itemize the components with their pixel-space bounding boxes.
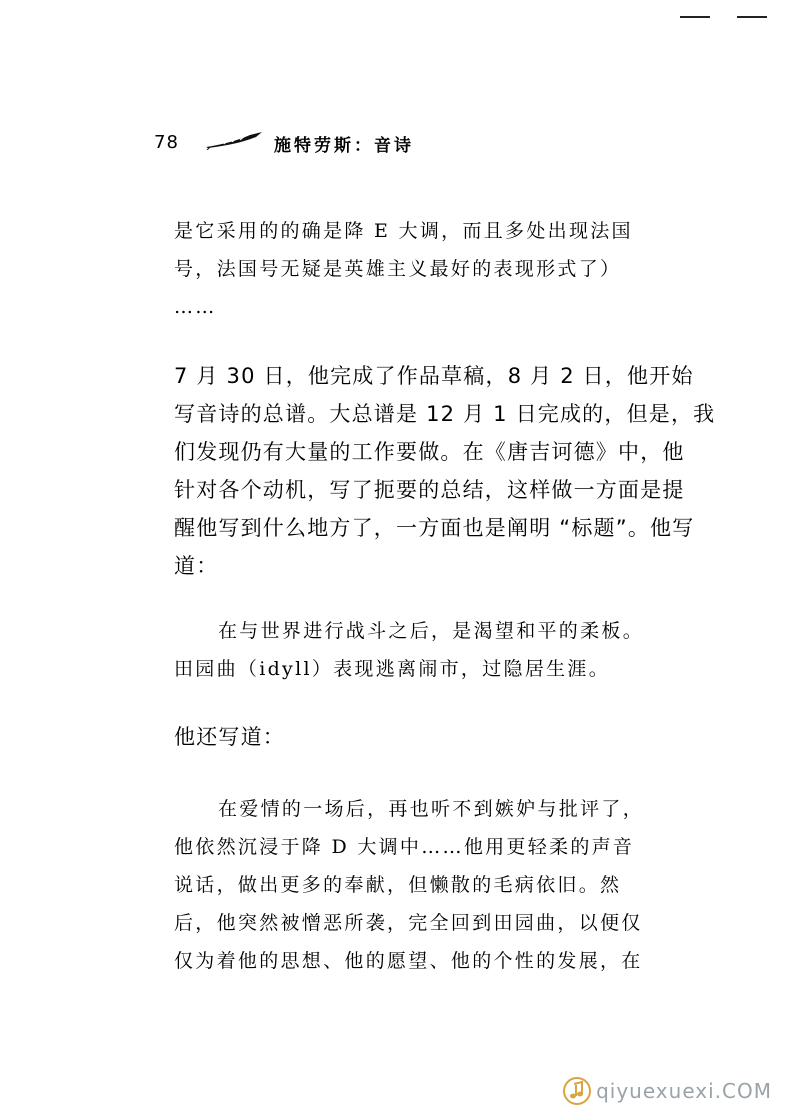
- site-watermark: [562, 1076, 772, 1106]
- quill-icon: [204, 130, 264, 150]
- text-line: 写音诗的总谱。大总谱是 12 月 1 日完成的，但是，我: [174, 402, 716, 426]
- page-header: [154, 128, 574, 158]
- body-paragraph: [174, 357, 715, 585]
- corner-rule: [737, 16, 767, 18]
- music-note-icon: [562, 1076, 592, 1106]
- text-line: 他还写道：: [174, 725, 285, 749]
- text-line: 在与世界进行战斗之后，是渴望和平的柔板。: [218, 620, 645, 642]
- text-line: 针对各个动机，写了扼要的总结，这样做一方面是提: [174, 478, 685, 502]
- corner-rule: [680, 16, 710, 18]
- text-line: 道：: [174, 554, 219, 578]
- text-line: 醒他写到什么地方了，一方面也是阐明 “标题”。他写: [174, 516, 695, 540]
- quote-block: [174, 790, 645, 980]
- text-line: 在爱情的一场后，再也听不到嫉妒与批评了，: [218, 798, 645, 820]
- text-line: ……: [174, 296, 217, 318]
- text-line: 仅为着他的思想、他的愿望、他的个性的发展，在: [174, 950, 643, 972]
- text-line: 是它采用的的确是降 E 大调，而且多处出现法国: [174, 220, 633, 242]
- text-line: 后，他突然被憎恶所袭，完全回到田园曲，以便仅: [174, 912, 643, 934]
- body-paragraph: [174, 718, 285, 756]
- running-title: 施特劳斯：音诗: [274, 136, 414, 156]
- text-line: 他依然沉浸于降 D 大调中……他用更轻柔的声音: [174, 836, 635, 858]
- quote-block: [174, 212, 633, 326]
- text-line: 们发现仍有大量的工作要做。在《唐吉诃德》中，他: [174, 440, 685, 464]
- text-line: 田园曲（idyll）表现逃离闹市，过隐居生涯。: [174, 658, 611, 680]
- text-line: 7 月 30 日，他完成了作品草稿，8 月 2 日，他开始: [174, 364, 694, 388]
- text-line: 号，法国号无疑是英雄主义最好的表现形式了）: [174, 258, 622, 280]
- quote-block: [174, 612, 645, 688]
- text-line: 说话，做出更多的奉献，但懒散的毛病依旧。然: [174, 874, 622, 896]
- watermark-text: qiyuexuexi.COM: [596, 1079, 772, 1103]
- page-number: 78: [154, 132, 179, 153]
